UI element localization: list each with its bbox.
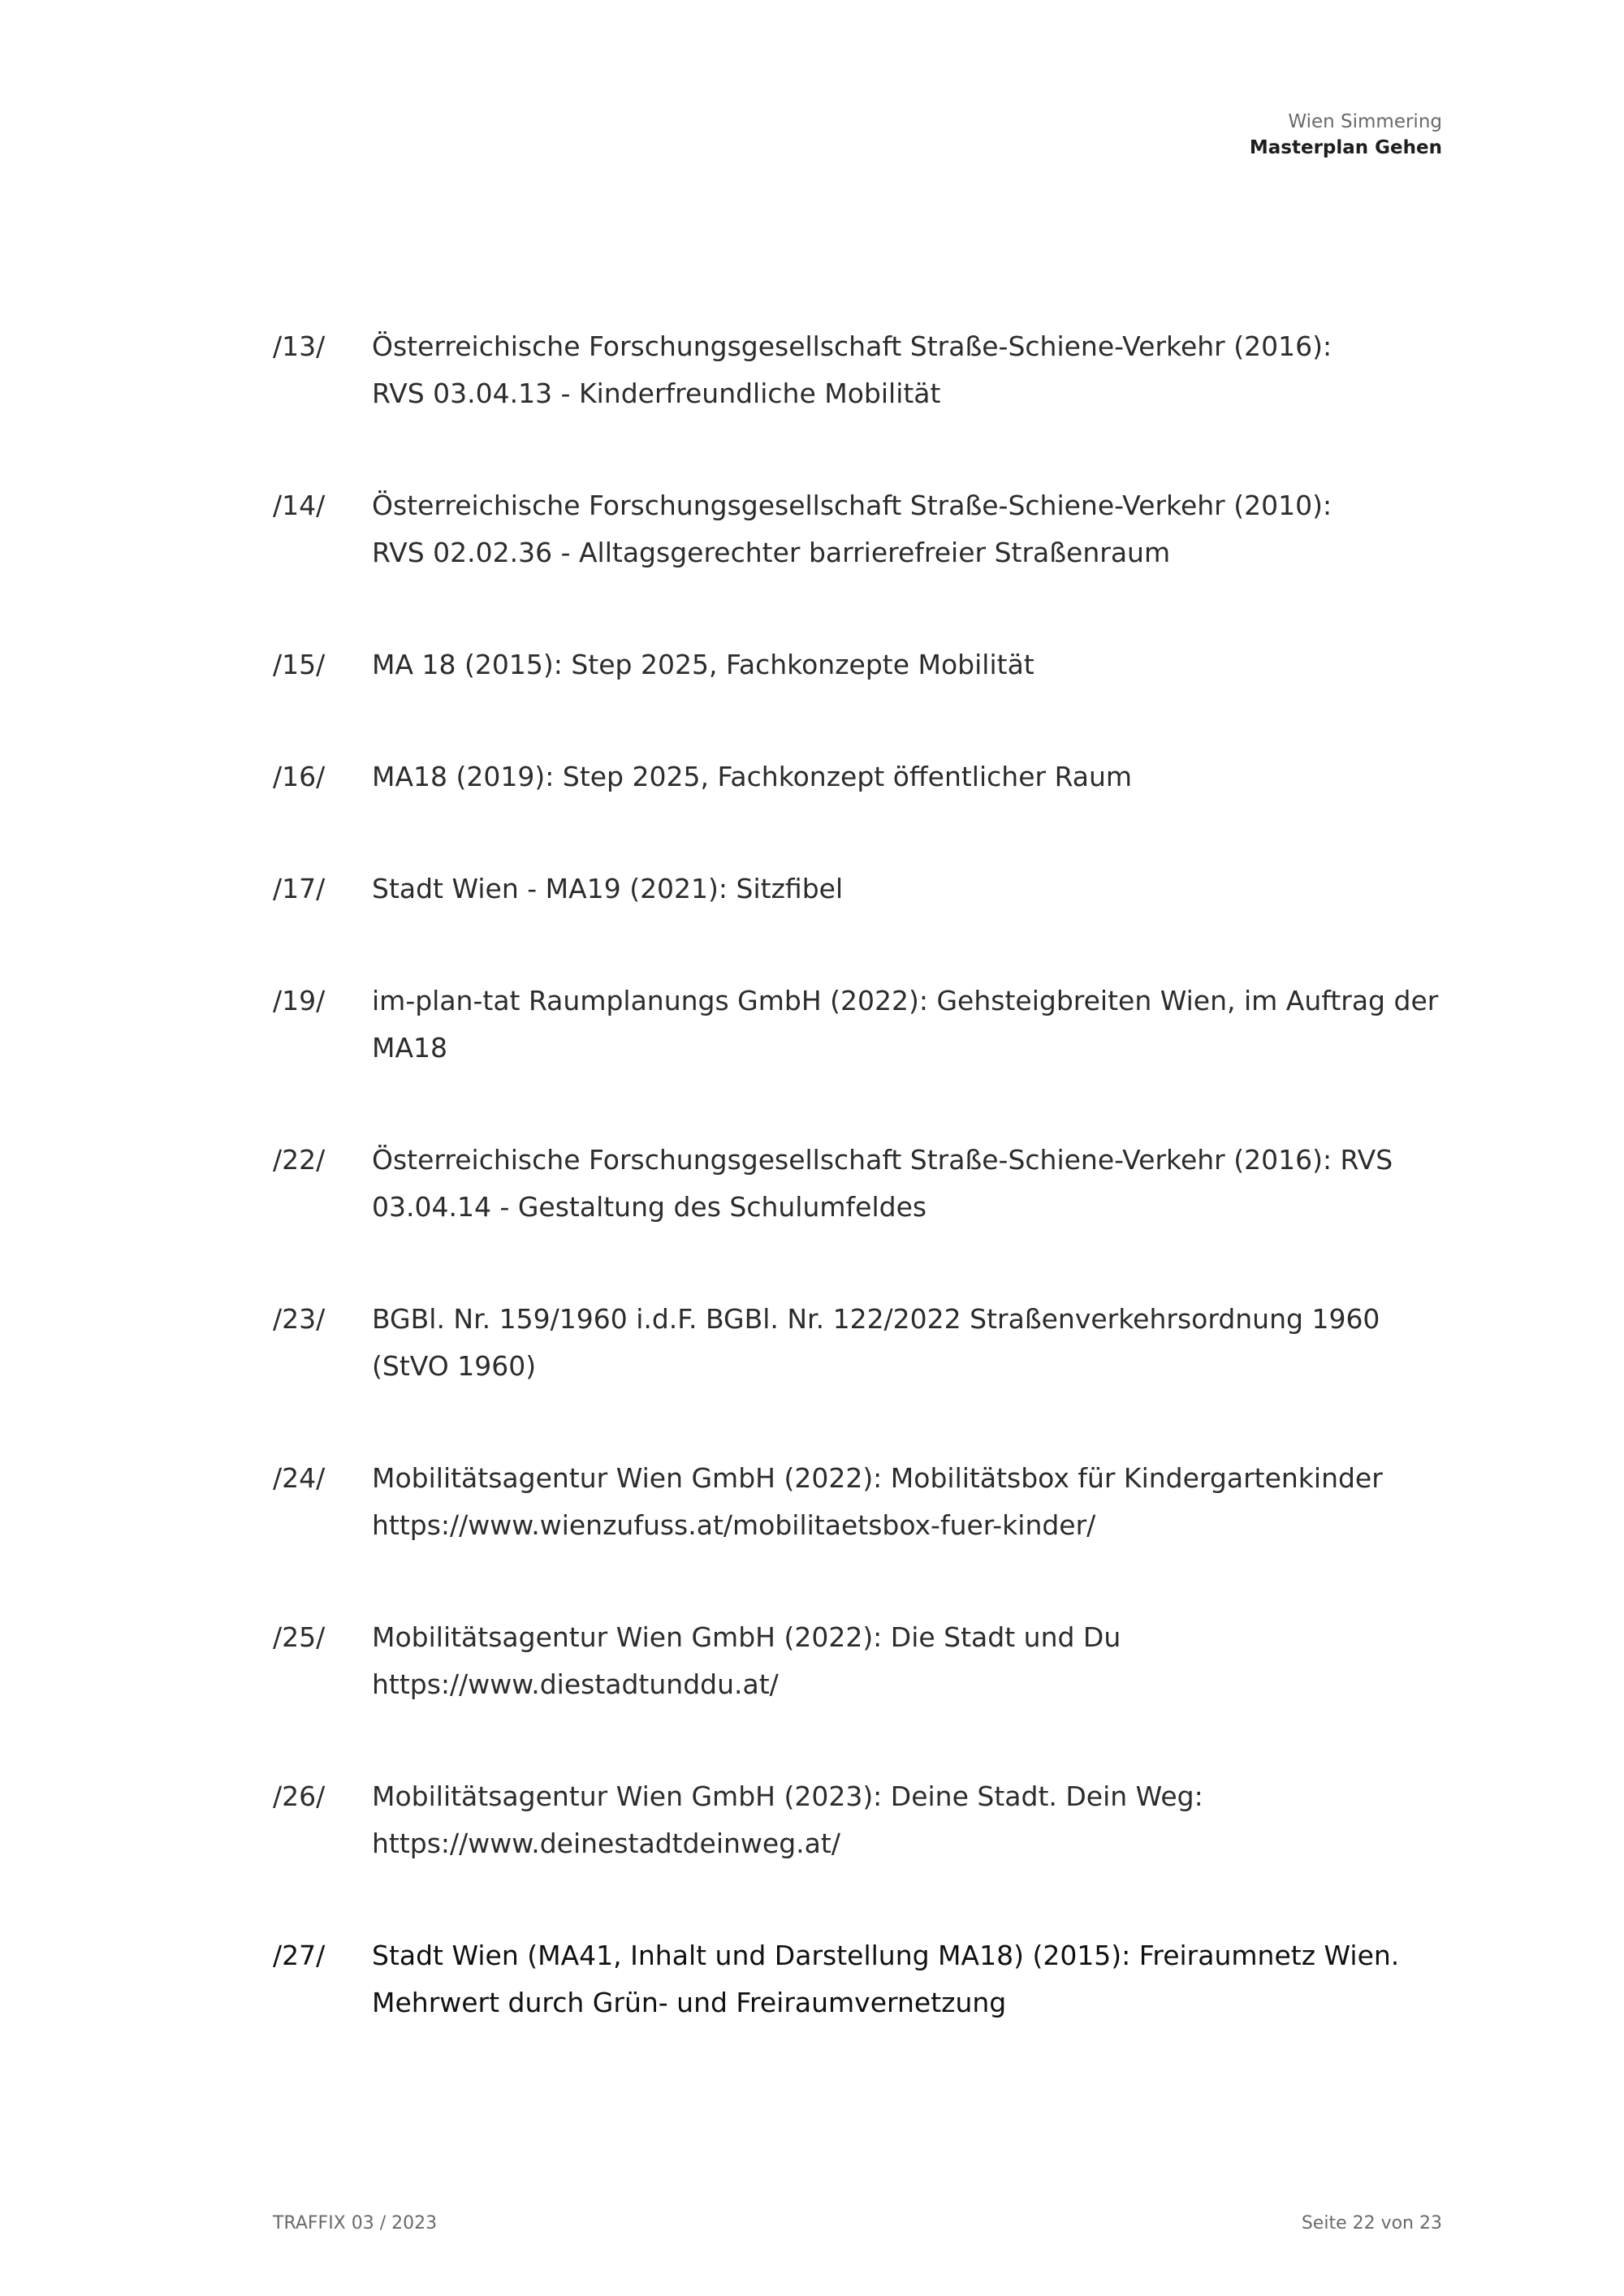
reference-16 [273, 753, 1450, 801]
header-title: Masterplan Gehen [1249, 137, 1442, 158]
reference-17 [273, 865, 1450, 913]
reference-22 [273, 1137, 1450, 1231]
reference-line: RVS 03.04.13 - Kinderfreundliche Mobilität [372, 378, 941, 409]
reference-text [372, 1137, 1450, 1231]
reference-number: /22/ [273, 1144, 326, 1176]
reference-number: /17/ [273, 873, 326, 904]
reference-number: /16/ [273, 761, 326, 792]
reference-text [372, 1296, 1450, 1390]
reference-line: Mobilitätsagentur Wien GmbH (2023): Deine Stadt. Dein Weg: [372, 1780, 1203, 1812]
reference-line: Österreichische Forschungsgesellschaft Straße-Schiene-Verkehr (2010): [372, 490, 1332, 521]
reference-number: /15/ [273, 649, 326, 680]
reference-line: Österreichische Forschungsgesellschaft Straße-Schiene-Verkehr (2016): [372, 330, 1332, 362]
page-header [1250, 109, 1442, 161]
header-location: Wien Simmering [1288, 111, 1442, 132]
reference-14 [273, 482, 1450, 576]
reference-line: Österreichische Forschungsgesellschaft Straße-Schiene-Verkehr (2016): RVS [372, 1144, 1393, 1176]
reference-link[interactable]: https://www.wienzufuss.at/mobilitaetsbox-fuer-kinder/ [372, 1509, 1096, 1541]
reference-line: Mehrwert durch Grün- und Freiraumvernetzung [372, 1987, 1007, 2018]
reference-number: /26/ [273, 1780, 326, 1812]
reference-text [372, 641, 1450, 688]
reference-number: /25/ [273, 1621, 326, 1653]
reference-text [372, 1614, 1450, 1708]
footer-page-number: Seite 22 von 23 [1301, 2213, 1442, 2233]
reference-line: MA18 (2019): Step 2025, Fachkonzept öffentlicher Raum [372, 761, 1133, 792]
reference-24 [273, 1455, 1450, 1549]
reference-number: /19/ [273, 985, 326, 1016]
reference-line: MA18 [372, 1032, 448, 1064]
reference-15 [273, 641, 1450, 688]
reference-line: Stadt Wien - MA19 (2021): Sitzfibel [372, 873, 844, 904]
reference-line: MA 18 (2015): Step 2025, Fachkonzepte Mobilität [372, 649, 1034, 680]
reference-link[interactable]: https://www.deinestadtdeinweg.at/ [372, 1828, 840, 1859]
reference-number: /27/ [273, 1940, 326, 1971]
reference-link[interactable]: https://www.diestadtunddu.at/ [372, 1668, 779, 1700]
reference-text [372, 865, 1450, 913]
reference-line: Mobilitätsagentur Wien GmbH (2022): Mobilitätsbox für Kindergartenkinder [372, 1462, 1383, 1494]
reference-text [372, 1932, 1450, 2026]
reference-line: BGBl. Nr. 159/1960 i.d.F. BGBl. Nr. 122/2022 Straßenverkehrsordnung 1960 [372, 1303, 1380, 1335]
reference-line: Mobilitätsagentur Wien GmbH (2022): Die Stadt und Du [372, 1621, 1121, 1653]
reference-list [273, 323, 1450, 2026]
reference-line: 03.04.14 - Gestaltung des Schulumfeldes [372, 1191, 927, 1223]
reference-number: /24/ [273, 1462, 326, 1494]
reference-line: RVS 02.02.36 - Alltagsgerechter barrierefreier Straßenraum [372, 537, 1171, 568]
reference-number: /23/ [273, 1303, 326, 1335]
footer-left: TRAFFIX 03 / 2023 [273, 2213, 438, 2233]
reference-number: /14/ [273, 490, 326, 521]
reference-line: (StVO 1960) [372, 1350, 537, 1382]
reference-13 [273, 323, 1450, 417]
reference-text [372, 753, 1450, 801]
reference-number: /13/ [273, 330, 326, 362]
reference-line: Stadt Wien (MA41, Inhalt und Darstellung MA18) (2015): Freiraumnetz Wien. [372, 1940, 1400, 1971]
reference-line: im-plan-tat Raumplanungs GmbH (2022): Gehsteigbreiten Wien, im Auftrag der [372, 985, 1439, 1016]
reference-text [372, 978, 1450, 1072]
reference-25 [273, 1614, 1450, 1708]
reference-19 [273, 978, 1450, 1072]
reference-text [372, 482, 1450, 576]
reference-text [372, 1773, 1450, 1867]
reference-text [372, 1455, 1450, 1549]
reference-text [372, 323, 1450, 417]
reference-23 [273, 1296, 1450, 1390]
reference-27 [273, 1932, 1450, 2026]
reference-26 [273, 1773, 1450, 1867]
